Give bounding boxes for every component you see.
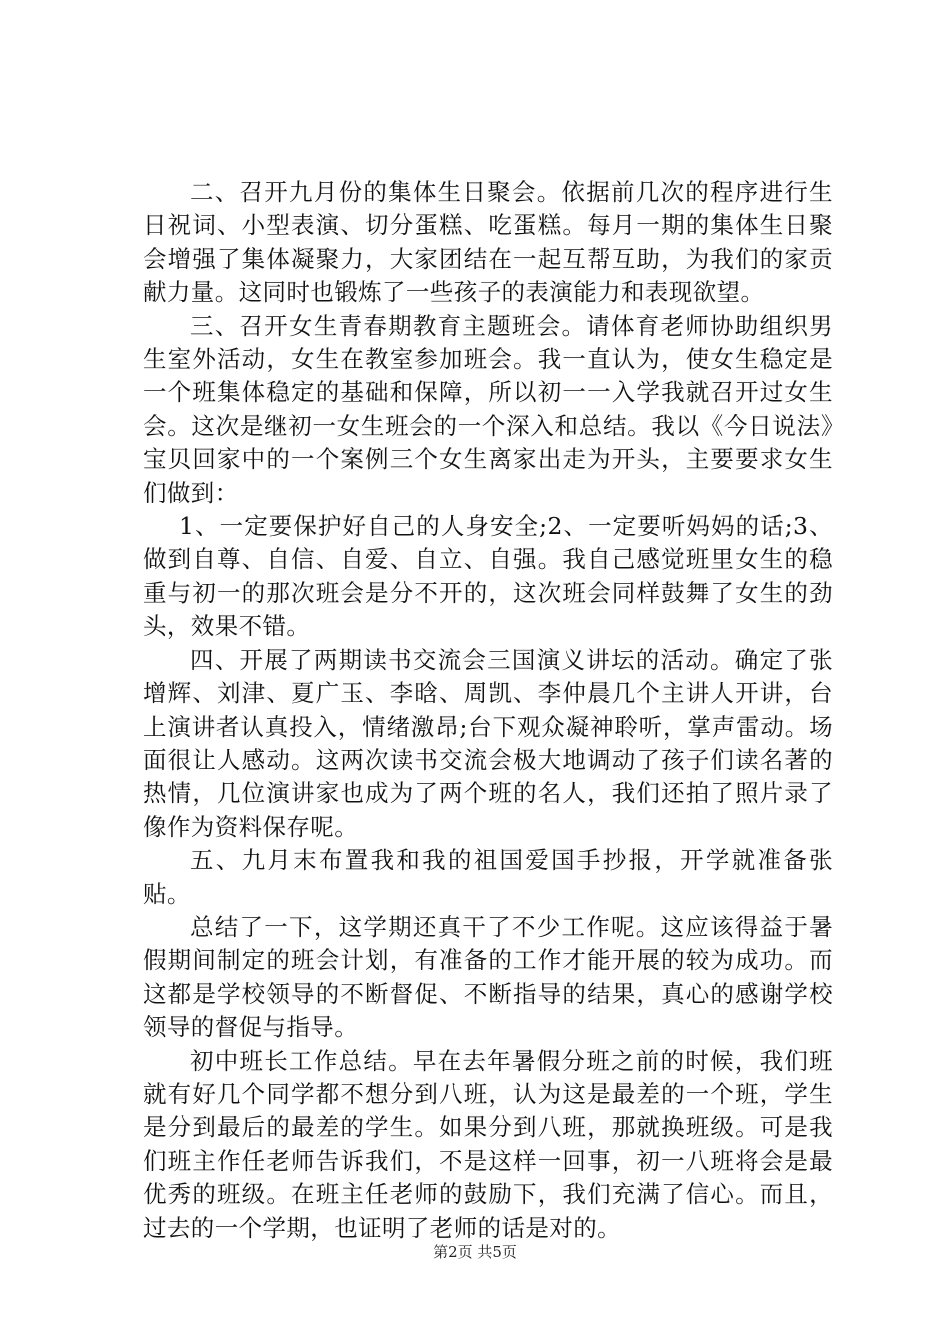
document-body xyxy=(143,176,833,1245)
paragraph-girls-class-meeting: 三、召开女生青春期教育主题班会。请体育老师协助组织男生室外活动，女生在教室参加班会。我一直认为，使女生稳定是一个班集体稳定的基础和保障，所以初一一入学我就召开过女生会。这次是继初一女生班会的一个深入和总结。我以《今日说法》宝贝回家中的一个案例三个女生离家出走为开头，主要要求女生们做到： xyxy=(143,311,833,507)
paragraph-monitor-summary: 初中班长工作总结。早在去年暑假分班之前的时候，我们班就有好几个同学都不想分到八班，认为这是最差的一个班，学生是分到最后的最差的学生。如果分到八班，那就换班级。可是我们班主作任老师告诉我们，不是这样一回事，初一八班将会是最优秀的班级。在班主任老师的鼓励下，我们充满了信心。而且，过去的一个学期，也证明了老师的话是对的。 xyxy=(143,1046,833,1242)
paragraph-handwritten-newspaper: 五、九月末布置我和我的祖国爱国手抄报，开学就准备张贴。 xyxy=(143,846,833,908)
page-number-footer: 第2页 共5页 xyxy=(433,1243,517,1261)
paragraph-reading-forum: 四、开展了两期读书交流会三国演义讲坛的活动。确定了张增辉、刘津、夏广玉、李晗、周凯、李仲晨几个主讲人开讲，台上演讲者认真投入，情绪激昂;台下观众凝神聆听，掌声雷动。场面很让人感动。这两次读书交流会极大地调动了孩子们读名著的热情，几位演讲家也成为了两个班的名人，我们还拍了照片录了像作为资料保存呢。 xyxy=(143,645,833,841)
paragraph-birthday-party: 二、召开九月份的集体生日聚会。依据前几次的程序进行生日祝词、小型表演、切分蛋糕、吃蛋糕。每月一期的集体生日聚会增强了集体凝聚力，大家团结在一起互帮互助，为我们的家贡献力量。这同时也锻炼了一些孩子的表演能力和表现欲望。 xyxy=(143,178,833,307)
paragraph-girls-requirements: 1、一定要保护好自己的人身安全;2、一定要听妈妈的话;3、做到自尊、自信、自爱、自立、自强。我自己感觉班里女生的稳重与初一的那次班会是分不开的，这次班会同样鼓舞了女生的劲头，效果不错。 xyxy=(143,512,833,641)
paragraph-semester-summary: 总结了一下，这学期还真干了不少工作呢。这应该得益于暑假期间制定的班会计划，有准备的工作才能开展的较为成功。而这都是学校领导的不断督促、不断指导的结果，真心的感谢学校领导的督促与指导。 xyxy=(143,912,833,1042)
